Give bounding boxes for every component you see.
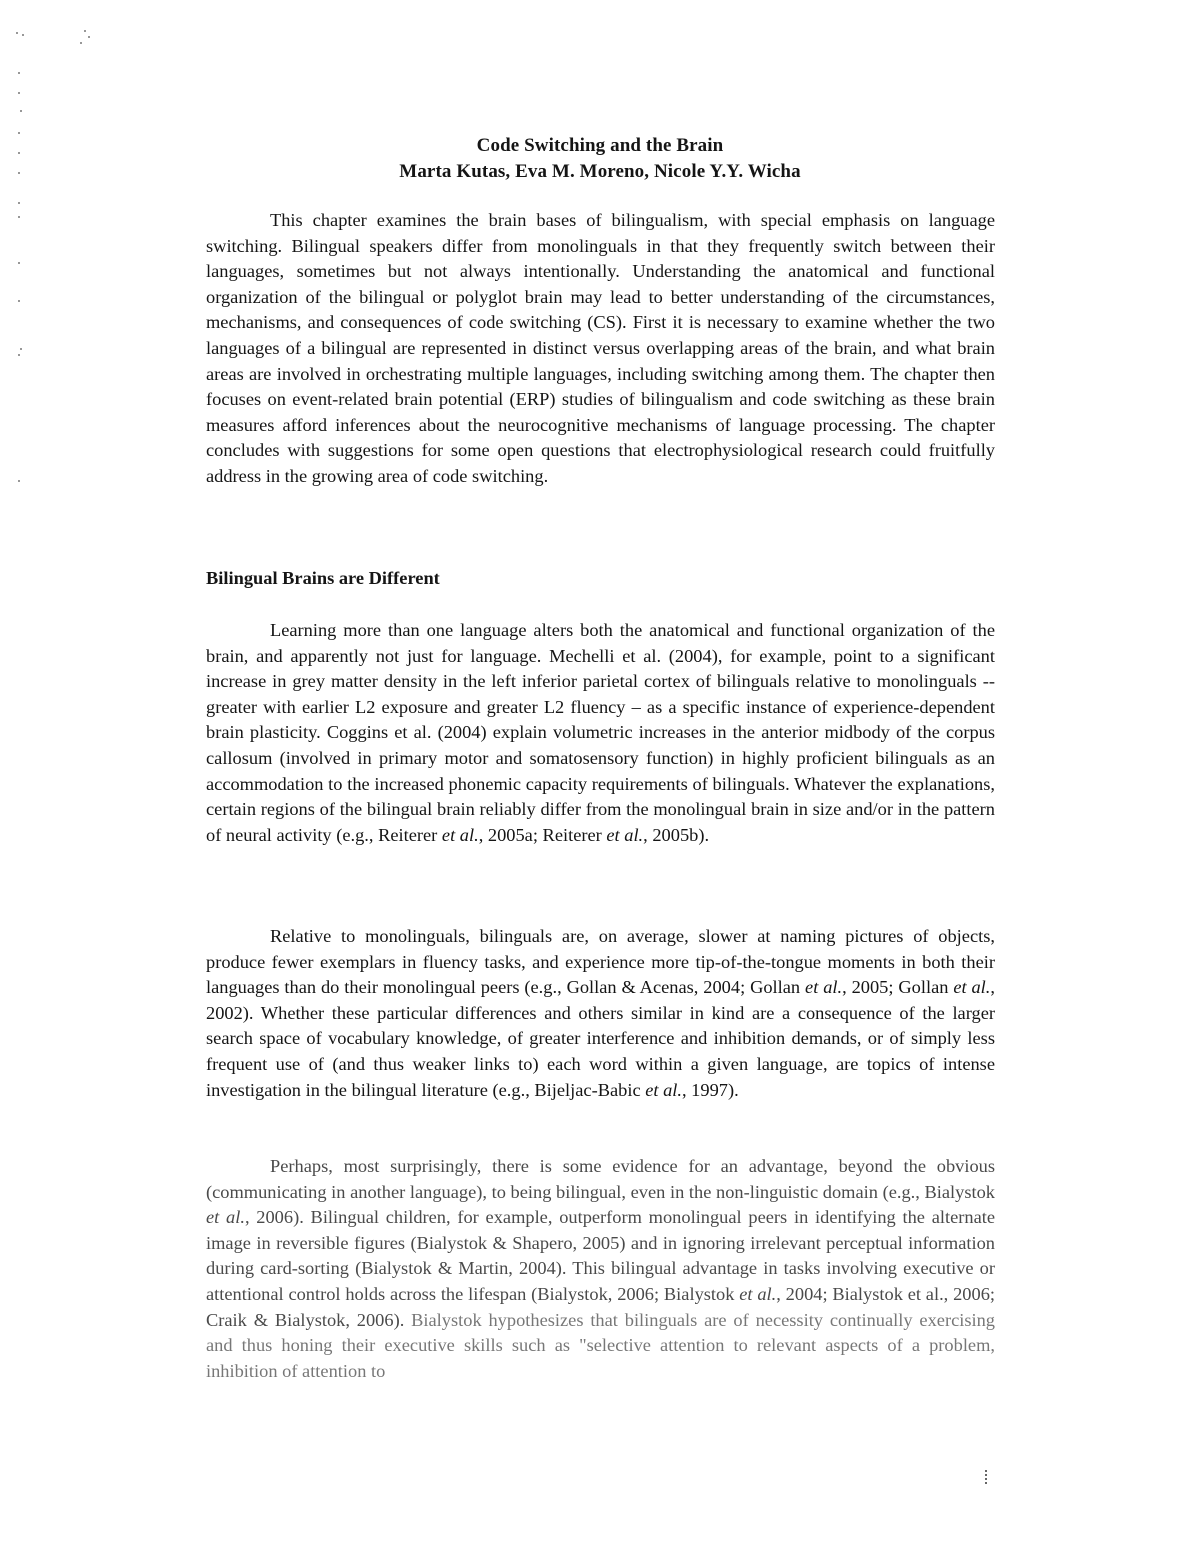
section-heading: Bilingual Brains are Different — [206, 568, 440, 588]
scan-margin-artifacts — [14, 20, 104, 500]
paragraph-3 — [206, 1154, 995, 1384]
abstract-paragraph: This chapter examines the brain bases of bilingualism, with special emphasis on language switching. Bilingual speakers differ from monolinguals in that they frequently switch between their languages, sometimes but not always intentionally. Understanding the anatomical and functional organization of the bilingual or polyglot brain may lead to better understanding of the circumstances, mechanisms, and consequences of code switching (CS). First it is necessary to examine whether the two languages of a bilingual are represented in distinct versus overlapping areas of the brain, and what brain areas are involved in orchestrating multiple languages, including switching among them. The chapter then focuses on event-related brain potential (ERP) studies of bilingualism and code switching as these brain measures afford inferences about the neurocognitive mechanisms of language processing. The chapter concludes with suggestions for some open questions that electrophysiological research could fruitfully address in the growing area of code switching. — [206, 210, 995, 486]
paragraph-2 — [206, 924, 995, 1103]
paragraph-3-text: Perhaps, most surprisingly, there is some evidence for an advantage, beyond the obvious (communicating in another language), to being bilingual, even in the non-linguistic domain (e.g., Bialystok et al., 2006). Bilingual children, for example, outperform monolingual peers in identifying the alternate image in reversible figures (Bialystok & Shapero, 2005) and in ignoring irrelevant perceptual information during card-sorting (Bialystok & Martin, 2004). This bilingual advantage in tasks involving executive or attentional control holds across the lifespan (Bialystok, 2006; Bialystok et al., 2004; Bialystok et al., 2006; Craik & Bialystok, 2006). Bialystok hypothesizes that bilinguals are of necessity continually exercising and thus honing their executive skills such as "selective attention to relevant aspects of a problem, inhibition of attention to — [206, 1156, 995, 1381]
title-block — [0, 133, 1200, 185]
document-title: Code Switching and the Brain — [476, 135, 724, 156]
paragraph-1-text: Learning more than one language alters both the anatomical and functional organization of the brain, and apparently not just for language. Mechelli et al. (2004), for example, point to a significant increase in grey matter density in the left inferior parietal cortex of bilinguals relative to monolinguals -- greater with earlier L2 exposure and greater L2 fluency – as a specific instance of experience-dependent brain plasticity. Coggins et al. (2004) explain volumetric increases in the anterior midbody of the corpus callosum (involved in primary motor and somatosensory function) in highly proficient bilinguals as an accommodation to the increased phonemic capacity requirements of bilinguals. Whatever the explanations, certain regions of the bilingual brain reliably differ from the monolingual brain in size and/or in the pattern of neural activity (e.g., Reiterer et al., 2005a; Reiterer et al., 2005b). — [206, 620, 995, 845]
paragraph-2-text: Relative to monolinguals, bilinguals are, on average, slower at naming pictures of objects, produce fewer exemplars in fluency tasks, and experience more tip-of-the-tongue moments in both their languages than do their monolingual peers (e.g., Gollan & Acenas, 2004; Gollan et al., 2005; Gollan et al., 2002). Whether these particular differences and others similar in kind are a consequence of the larger search space of vocabulary knowledge, of greater interference and inhibition demands, or of simply less frequent use of (and thus weaker links to) each word within a given language, are topics of intense investigation in the bilingual literature (e.g., Bijeljac-Babic et al., 1997). — [206, 926, 996, 1100]
scan-page-mark — [985, 1470, 987, 1484]
abstract-section — [206, 208, 995, 490]
document-authors: Marta Kutas, Eva M. Moreno, Nicole Y.Y. Wicha — [399, 161, 801, 182]
paragraph-1 — [206, 618, 995, 848]
